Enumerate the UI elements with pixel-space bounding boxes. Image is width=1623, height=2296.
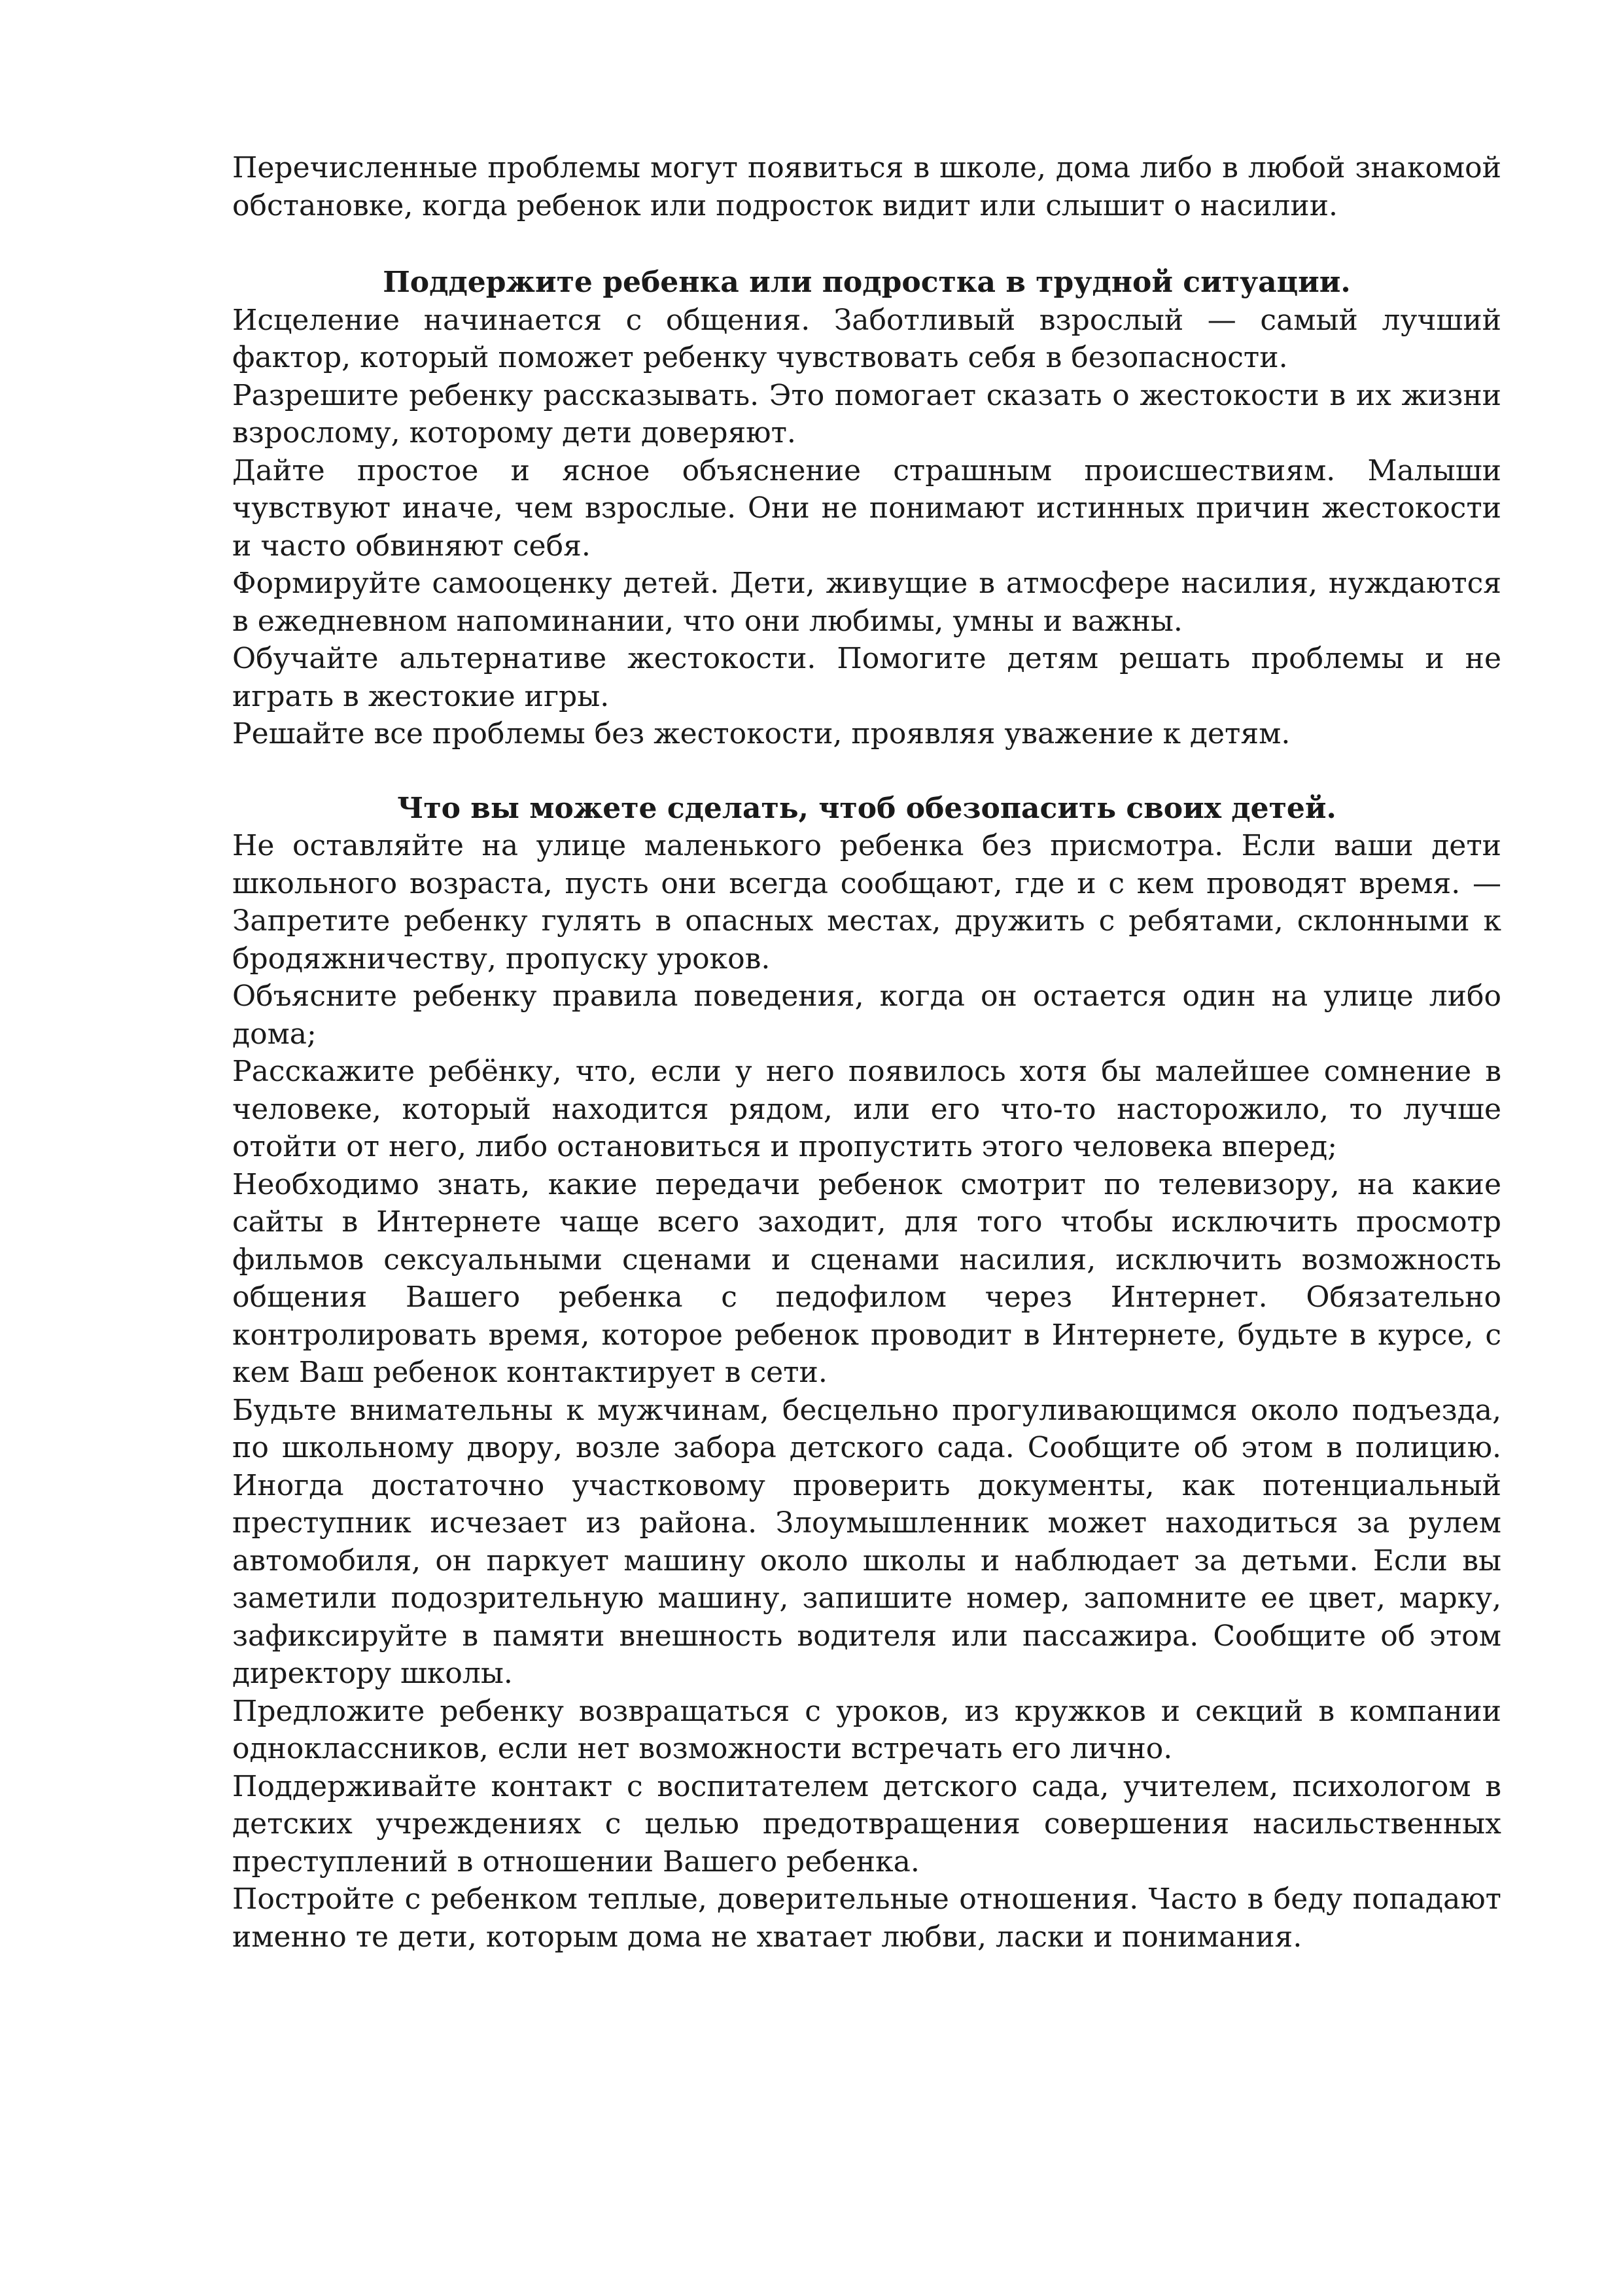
support-paragraph-allow-telling: Разрешите ребенку рассказывать. Это помогает сказать о жестокости в их жизни взрослому, которому дети доверяют. bbox=[232, 378, 1501, 450]
protect-paragraph-contact: Поддерживайте контакт с воспитателем детского сада, учителем, психологом в детских учреждениях с целью предотвращения совершения насильственных преступлений в отношении Вашего ребенка. bbox=[232, 1769, 1501, 1879]
protect-paragraph-trust: Постройте с ребенком теплые, доверительные отношения. Часто в беду попадают именно те дети, которым дома не хватает любви, ласки и понимания. bbox=[232, 1882, 1501, 1954]
support-paragraph-respect: Решайте все проблемы без жестокости, проявляя уважение к детям. bbox=[232, 717, 1291, 751]
protect-paragraph-strangers: Будьте внимательны к мужчинам, бесцельно прогуливающимся около подъезда, по школьному двору, возле забора детского сада. Сообщите об этом в полицию. Иногда достаточно участковому проверить документы, как потенциальный преступник исчезает из района. Злоумышленник может находиться за рулем автомобиля, он паркует машину около школы и наблюдает за детьми. Если вы заметили подозрительную машину, запишите номер, запомните ее цвет, марку, зафиксируйте в памяти внешность водителя или пассажира. Сообщите об этом директору школы. bbox=[232, 1393, 1501, 1690]
document-page bbox=[232, 149, 1501, 1956]
protect-paragraph-rules: Объясните ребенку правила поведения, когда он остается один на улице либо дома; bbox=[232, 980, 1501, 1051]
protect-paragraph-classmates: Предложите ребенку возвращаться с уроков, из кружков и секций в компании одноклассников, если нет возможности встречать его лично. bbox=[232, 1694, 1501, 1765]
support-paragraph-self-esteem: Формируйте самооценку детей. Дети, живущие в атмосфере насилия, нуждаются в ежедневном напоминании, что они любимы, умны и важны. bbox=[232, 567, 1501, 638]
section-heading-support: Поддержите ребенка или подростка в трудной ситуации. bbox=[383, 266, 1351, 299]
spacer bbox=[232, 224, 1501, 264]
spacer bbox=[232, 753, 1501, 790]
support-paragraph-healing: Исцеление начинается с общения. Заботливый взрослый — самый лучший фактор, который поможет ребенку чувствовать себя в безопасности. bbox=[232, 303, 1501, 374]
support-paragraph-alternative: Обучайте альтернативе жестокости. Помогите детям решать проблемы и не играть в жестокие игры. bbox=[232, 642, 1501, 713]
section-heading-protect: Что вы можете сделать, чтоб обезопасить своих детей. bbox=[397, 791, 1336, 825]
support-paragraph-explain: Дайте простое и ясное объяснение страшным происшествиям. Малыши чувствуют иначе, чем взрослые. Они не понимают истинных причин жестокости и часто обвиняют себя. bbox=[232, 453, 1501, 563]
intro-paragraph: Перечисленные проблемы могут появиться в школе, дома либо в любой знакомой обстановке, когда ребенок или подросток видит или слышит о насилии. bbox=[232, 151, 1501, 222]
protect-paragraph-supervision: Не оставляйте на улице маленького ребенка без присмотра. Если ваши дети школьного возраста, пусть они всегда сообщают, где и с кем проводят время. — Запретите ребенку гулять в опасных местах, дружить с ребятами, склонными к бродяжничеству, пропуску уроков. bbox=[232, 829, 1501, 976]
protect-paragraph-internet: Необходимо знать, какие передачи ребенок смотрит по телевизору, на какие сайты в Интернете чаще всего заходит, для того чтобы исключить просмотр фильмов сексуальными сценами и сценами насилия, исключить возможность общения Вашего ребенка с педофилом через Интернет. Обязательно контролировать время, которое ребенок проводит в Интернете, будьте в курсе, с кем Ваш ребенок контактирует в сети. bbox=[232, 1167, 1501, 1389]
protect-paragraph-doubt: Расскажите ребёнку, что, если у него появилось хотя бы малейшее сомнение в человеке, который находится рядом, или его что-то насторожило, то лучше отойти от него, либо остановиться и пропустить этого человека вперед; bbox=[232, 1055, 1501, 1163]
